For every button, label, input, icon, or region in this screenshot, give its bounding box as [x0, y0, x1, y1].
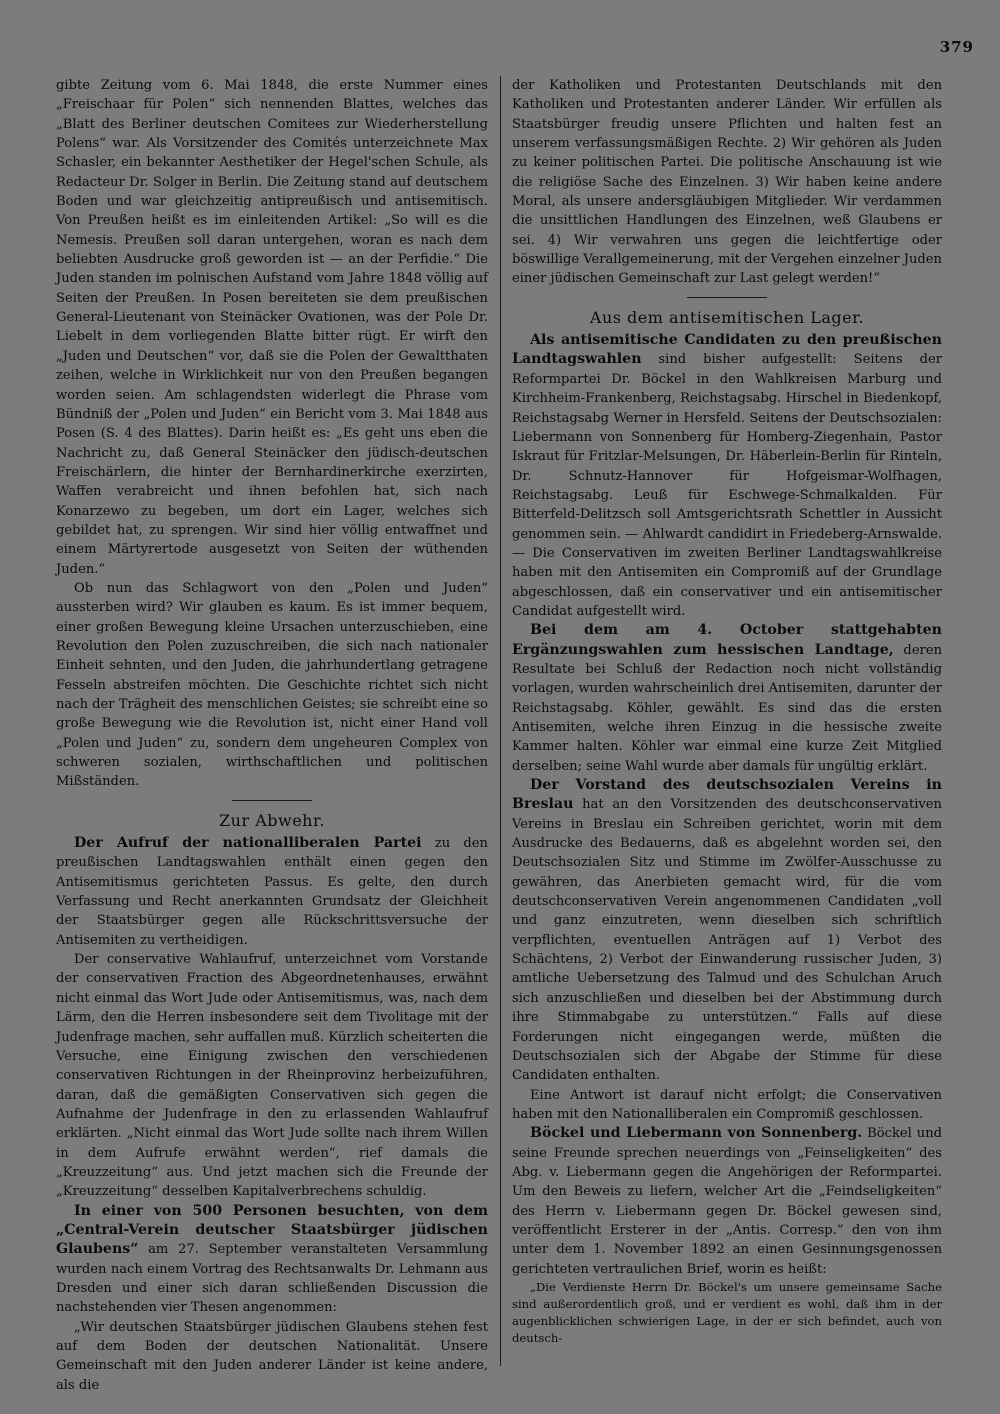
paragraph	[512, 621, 942, 776]
paragraph	[512, 331, 942, 621]
paragraph-lead: Böckel und Liebermann von Sonnenberg.	[530, 1125, 863, 1142]
paragraph	[56, 1202, 488, 1318]
paragraph-lead: Bei dem am 4. October stattgehabten Ergänzungswahlen zum hessischen Landtage,	[512, 622, 942, 658]
left-column	[56, 76, 488, 1395]
quotation: „Die Verdienste Herrn Dr. Böckel's um unsere gemeinsame Sache sind außerordentlich groß, und er verdient es wohl, daß ihm in der augenblicklichen schwierigen Lage, in der er sich befindet, auch von deutsch-	[512, 1279, 942, 1345]
divider	[687, 297, 767, 298]
page-number: 379	[939, 38, 974, 56]
paragraph-lead: Der Vorstand des deutschsozialen Vereins in Breslau	[512, 777, 942, 813]
paragraph-lead: In einer von 500 Personen besuchten, von dem „Central-Verein deutscher Staatsbürger jüdischen Glaubens“	[56, 1202, 488, 1258]
paragraph	[56, 834, 488, 950]
paragraph: „Wir deutschen Staatsbürger jüdischen Glaubens stehen fest auf dem Boden der deutschen Nationalität. Unsere Gemeinschaft mit den Juden anderer Länder ist keine andere, als die	[56, 1319, 488, 1393]
paragraph	[512, 776, 942, 1086]
paragraph: Der conservative Wahlaufruf, unterzeichnet vom Vorstande der conservativen Fraction des Abgeordnetenhauses, erwähnt nicht einmal das Wort Jude oder Antisemitismus, was, nach dem Lärm, den die Herren insbesondere seit dem Tivolitage mit der Judenfrage machen, sehr auffallen muß. Kürzlich scheiterten die Versuche, eine Einigung zwischen den verschiedenen conservativen Richtungen in der Rheinprovinz herbeizuführen, daran, daß die gemäßigten Conservativen sich gegen die Aufnahme der Judenfrage in den zu erlassenden Wahlaufruf erklärten. „Nicht einmal das Wort Jude sollte nach ihrem Willen in dem Aufrufe erwähnt werden“, rief damals die „Kreuzzeitung“ aus. Und jetzt machen sich die Freunde der „Kreuzzeitung“ desselben Kapitalverbrechens schuldig.	[56, 952, 488, 1200]
column-divider	[500, 76, 501, 1366]
section-heading: Zur Abwehr.	[219, 810, 325, 830]
divider	[232, 800, 312, 801]
paragraph-body: hat an den Vorsitzenden des deutschconservativen Vereins in Breslau ein Schreiben gerichtet, worin mit dem Ausdrucke des Bedauerns, daß es abgelehnt worden sei, den Deutschsozialen Sitz und Stimme im Zwölfer-Ausschusse zu gewähren, das Anerbieten gemacht wird, für die vom deutschconservativen Verein angenommenen Candidaten „voll und ganz einzutreten, wenn dieselben sich schriftlich verpflichten, eventuellen Anträgen auf 1) Verbot des Schächtens, 2) Verbot der Einwanderung russischer Juden, 3) amtliche Uebersetzung des Talmud und des Schulchan Aruch sich anzuschließen und dieselben bei der Abstimmung durch ihre Stimmabgabe zu unterstützen.“ Falls auf diese Forderungen nicht eingegangen werde, müßten die Deutschsozialen sich der Abgabe der Stimme für diese Candidaten enthalten.	[512, 797, 942, 1084]
paragraph-lead: Der Aufruf der nationalliberalen Partei	[74, 835, 422, 852]
paragraph: der Katholiken und Protestanten Deutschlands mit den Katholiken und Protestanten anderer Länder. Wir erfüllen als Staatsbürger freudig unsere Pflichten und halten fest an unserem verfassungsmäßigen Rechte. 2) Wir gehören als Juden zu keiner politischen Partei. Die politische Anschauung ist wie die religiöse Sache des Einzelnen. 3) Wir haben keine andere Moral, als unsere andersgläubigen Mitglieder. Wir verdammen die unsittlichen Handlungen des Einzelnen, weß Glaubens er sei. 4) Wir verwahren uns gegen die leichtfertige oder böswillige Verallgemeinerung, mit der Vergehen einzelner Juden einer jüdischen Gemeinschaft zur Last gelegt werden!“	[512, 78, 942, 287]
paragraph-body: zu den preußischen Landtagswahlen enthält einen gegen den Antisemitismus gerichteten Passus. Es gelte, den durch Verfassung und Recht anerkannten Grundsatz der Gleichheit der Staatsbürger gegen alle Rückschrittsversuche der Antisemiten zu vertheidigen.	[56, 836, 488, 948]
section-heading: Aus dem antisemitischen Lager.	[589, 307, 865, 327]
paragraph-body: deren Resultate bei Schluß der Redaction noch nicht vollständig vorlagen, wurden wahrscheinlich drei Antisemiten, darunter der Reichstagsabg. Köhler, gewählt. Es sind das die ersten Antisemiten, welche ihren Einzug in die hessische zweite Kammer halten. Köhler war einmal eine kurze Zeit Mitglied derselben; seine Wahl wurde aber damals für ungültig erklärt.	[512, 642, 943, 774]
paragraph-body: am 27. September veranstalteten Versammlung wurden nach einem Vortrag des Rechtsanwalts Dr. Lehmann aus Dresden und einer sich daran schließenden Discussion die nachstehenden vier Thesen angenommen:	[56, 1242, 488, 1316]
paragraph: Eine Antwort ist darauf nicht erfolgt; die Conservativen haben mit den Nationalliberalen ein Compromiß geschlossen.	[512, 1087, 942, 1122]
paragraph-body: Böckel und seine Freunde sprechen neuerdings von „Feinseligkeiten“ des Abg. v. Liebermann gegen die Angehörigen der Reformpartei. Um den Beweis zu liefern, welcher Art die „Feindseligkeiten“ des Herrn v. Liebermann gegen Dr. Böckel gewesen sind, veröffentlicht Ersterer in der „Antis. Corresp.“ den von ihm unter dem 1. November 1892 an einen Gesinnungsgenossen gerichteten vertraulichen Brief, worin es heißt:	[512, 1126, 943, 1277]
paragraph	[512, 1124, 942, 1279]
right-column	[512, 76, 942, 1347]
paragraph-lead: Als antisemitische Candidaten zu den preußischen Landtagswahlen	[512, 332, 942, 368]
paragraph-body: sind bisher aufgestellt: Seitens der Reformpartei Dr. Böckel in den Wahlkreisen Marburg und Kirchheim-Frankenberg, Reichstagsabg. Hirschel in Biedenkopf, Reichstagsabg Werner in Hersfeld. Seitens der Deutschsozialen: Liebermann von Sonnenberg für Homberg-Ziegenhain, Pastor Iskraut für Fritzlar-Melsungen, Dr. Häberlein-Berlin für Rinteln, Dr. Schnutz-Hannover für Hofgeismar-Wolfhagen, Reichstagsabg. Leuß für Eschwege-Schmalkalden. Für Bitterfeld-Delitzsch soll Amtsgerichtsrath Schettler in Aussicht genommen sein. — Ahlwardt candidirt in Friedeberg-Arnswalde. — Die Conservativen im zweiten Berliner Landtagswahlkreise haben mit den Antisemiten ein Compromiß auf der Grundlage abgeschlossen, daß ein conservativer und ein antisemitischer Candidat aufgestellt wird.	[512, 352, 942, 619]
paragraph: Ob nun das Schlagwort von den „Polen und Juden“ aussterben wird? Wir glauben es kaum. Es ist immer bequem, einer großen Bewegung kleine Ursachen unterzuschieben, eine Revolution den Polen zuzuschreiben, die sich nach nationaler Einheit sehnten, und den Juden, die jahrhundertlang getragene Fesseln abstreifen möchten. Die Geschichte richtet sich nicht nach der Trägheit des menschlichen Geistes; sie schreibt eine so große Bewegung wie die Revolution ist, nicht einer Hand voll „Polen und Juden“ zu, sondern dem ungeheuren Complex von schweren sozialen, wirthschaftlichen und politischen Mißständen.	[56, 580, 488, 790]
paragraph: gibte Zeitung vom 6. Mai 1848, die erste Nummer eines „Freischaar für Polen“ sich nennenden Blattes, welches das „Blatt des Berliner deutschen Comitees zur Wiederherstellung Polens“ war. Als Vorsitzender des Comités unterzeichnete Max Schasler, ein bekannter Aesthetiker der Hegel'schen Schule, als Redacteur Dr. Solger in Berlin. Die Zeitung stand auf deutschem Boden und war gleichzeitig antipreußisch und antisemitisch. Von Preußen heißt es im einleitenden Artikel: „So will es die Nemesis. Preußen soll daran untergehen, woran es nach dem beliebten Ausdrucke groß geworden ist — an der Perfidie.“ Die Juden standen im polnischen Aufstand vom Jahre 1848 völlig auf Seiten der Preußen. In Posen bereiteten sie dem preußischen General-Lieutenant von Steinäcker Ovationen, was der Pole Dr. Liebelt in dem vorliegenden Blatte bitter rügt. Er wirft den „Juden und Deutschen“ vor, daß sie die Polen der Gewaltthaten zeihen, welche in Wirklichkeit nur von den Preußen begangen worden seien. Am schlagendsten widerlegt die Phrase vom Bündniß der „Polen und Juden“ ein Bericht vom 3. Mai 1848 aus Posen (S. 4 des Blattes). Darin heißt es: „Es geht uns eben die Nachricht zu, daß General Steinäcker den jüdisch-deutschen Freischärlern, die hinter der Bernhardinerkirche exerzirten, Waffen verabreicht und ihnen befohlen hat, sich nach Konarzewo zu begeben, um dort ein Lager, welches sich gebildet hat, zu sprengen. Wir sind hier völlig entwaffnet und einem Märtyrertode ausgesetzt von Seiten der wüthenden Juden.“	[56, 78, 488, 577]
